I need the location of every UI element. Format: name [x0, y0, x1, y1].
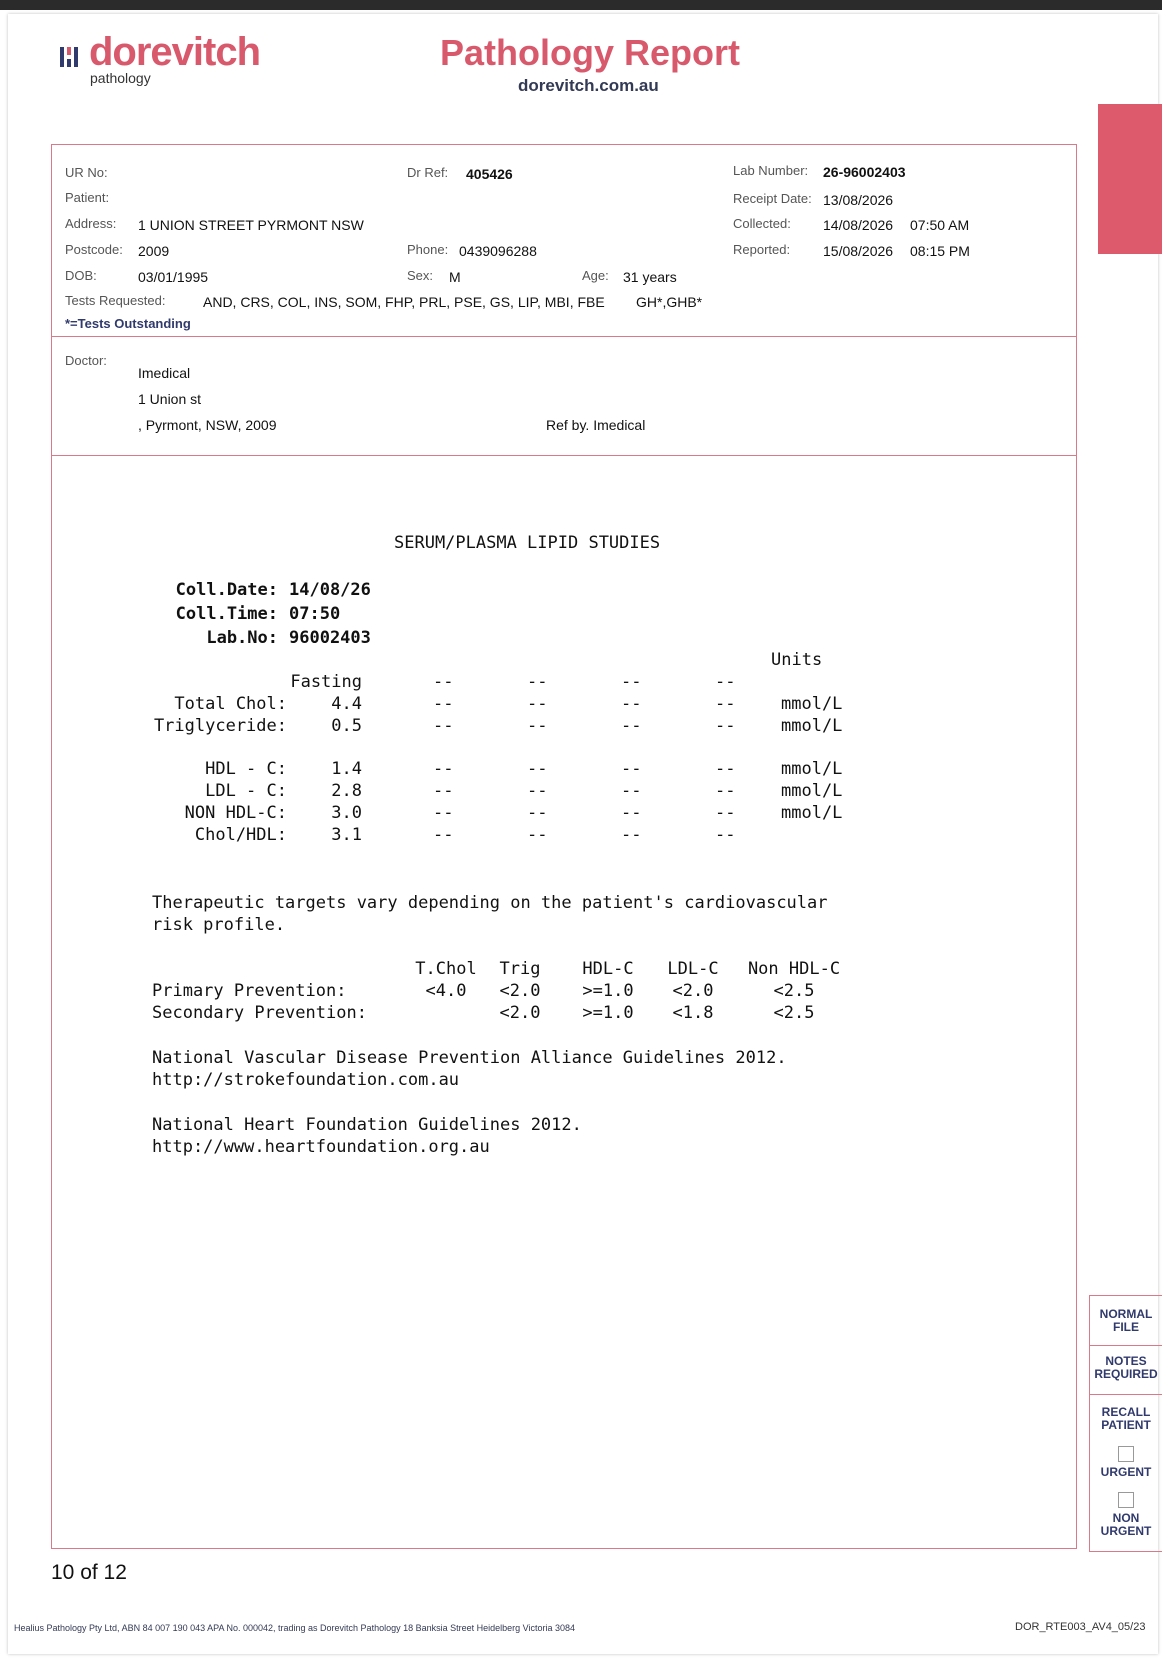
collected-time: 07:50 AM: [910, 217, 970, 233]
previous-result-dash: --: [715, 803, 736, 823]
result-label: Triglyceride:: [153, 716, 287, 736]
recall-label: RECALL: [1101, 1405, 1151, 1419]
previous-result-dash: --: [527, 759, 548, 779]
previous-result-dash: --: [621, 825, 642, 845]
page-number: 10 of 12: [51, 1561, 127, 1584]
previous-result-dash: --: [433, 672, 454, 692]
dr-ref-label: Dr Ref:: [407, 165, 449, 180]
phone-value: 0439096288: [459, 243, 537, 259]
box-divider: [1090, 1345, 1162, 1346]
tests-outstanding-note: *=Tests Outstanding: [65, 316, 191, 331]
units-header: Units: [771, 650, 823, 670]
top-bar: [0, 0, 1162, 10]
receipt-date-label: Receipt Date:: [733, 191, 812, 206]
previous-result-dash: --: [621, 716, 642, 736]
previous-result-dash: --: [621, 759, 642, 779]
result-value: 3.0: [331, 803, 362, 823]
previous-result-dash: --: [433, 716, 454, 736]
lab-no-value: 96002403: [289, 628, 371, 648]
result-label: HDL - C:: [205, 759, 287, 779]
previous-result-dash: --: [715, 781, 736, 801]
postcode-value: 2009: [138, 243, 170, 259]
primary-target: <2.0: [672, 981, 714, 1001]
primary-target: <2.0: [499, 981, 541, 1001]
dorevitch-logo-icon: [60, 47, 82, 67]
non-urgent-box: [1090, 1512, 1162, 1538]
reported-label: Reported:: [733, 242, 791, 257]
logo-subtitle: pathology: [90, 70, 151, 86]
primary-target: <2.5: [773, 981, 815, 1001]
tests-outstanding-value: GH*,GHB*: [636, 294, 703, 310]
target-header: Non HDL-C: [747, 959, 841, 979]
box-divider: [1090, 1394, 1162, 1395]
dob-value: 03/01/1995: [138, 269, 209, 285]
dob-label: DOB:: [65, 268, 97, 283]
previous-result-dash: --: [715, 672, 736, 692]
side-tab: [1098, 104, 1162, 254]
file-label: FILE: [1113, 1320, 1139, 1334]
collected-label: Collected:: [733, 216, 791, 231]
logo-text: dorevitch: [89, 30, 261, 74]
secondary-target: <1.8: [672, 1003, 714, 1023]
doctor-name: Imedical: [138, 365, 191, 381]
result-label: Chol/HDL:: [194, 825, 287, 845]
lab-number-label: Lab Number:: [733, 163, 809, 178]
recall-patient-box[interactable]: [1090, 1406, 1162, 1432]
previous-result-dash: --: [715, 716, 736, 736]
patient-label-box: PATIENT: [1101, 1418, 1151, 1432]
comment-line-1: Therapeutic targets vary depending on the patient's cardiovascular: [152, 893, 828, 913]
footer-code: DOR_RTE003_AV4_05/23: [1015, 1621, 1146, 1633]
previous-result-dash: --: [621, 672, 642, 692]
normal-label: NORMAL: [1099, 1307, 1153, 1321]
previous-result-dash: --: [527, 781, 548, 801]
report-url: dorevitch.com.au: [518, 76, 659, 95]
result-unit: mmol/L: [781, 803, 843, 823]
secondary-target: >=1.0: [582, 1003, 634, 1023]
target-header: HDL-C: [582, 959, 634, 979]
result-unit: mmol/L: [781, 759, 843, 779]
notes-required-box[interactable]: [1090, 1355, 1162, 1381]
previous-result-dash: --: [433, 825, 454, 845]
age-value: 31 years: [623, 269, 677, 285]
result-value: 3.1: [331, 825, 362, 845]
age-label: Age:: [582, 268, 609, 283]
primary-target: <4.0: [425, 981, 467, 1001]
target-header: Trig: [499, 959, 541, 979]
patient-label: Patient:: [65, 190, 110, 205]
previous-result-dash: --: [715, 759, 736, 779]
previous-result-dash: --: [433, 803, 454, 823]
previous-result-dash: --: [527, 825, 548, 845]
previous-result-dash: --: [527, 716, 548, 736]
previous-result-dash: --: [715, 825, 736, 845]
result-label: LDL - C:: [205, 781, 287, 801]
coll-date-label: Coll.Date:: [175, 580, 278, 600]
ur-no-label: UR No:: [65, 165, 108, 180]
receipt-date-value: 13/08/2026: [823, 192, 894, 208]
secondary-prevention-label: Secondary Prevention:: [152, 1003, 367, 1023]
reference-1-url[interactable]: http://strokefoundation.com.au: [152, 1070, 460, 1090]
reference-2-title: National Heart Foundation Guidelines 2012.: [152, 1115, 582, 1135]
previous-result-dash: --: [621, 694, 642, 714]
address-label: Address:: [65, 216, 117, 231]
report-title: Pathology Report: [440, 32, 741, 73]
target-header: T.Chol: [415, 959, 477, 979]
result-value: 4.4: [331, 694, 362, 714]
previous-result-dash: --: [433, 781, 454, 801]
previous-result-dash: --: [433, 759, 454, 779]
collected-date: 14/08/2026: [823, 217, 894, 233]
phone-label: Phone:: [407, 242, 449, 257]
primary-prevention-label: Primary Prevention:: [152, 981, 347, 1001]
reference-2-url[interactable]: http://www.heartfoundation.org.au: [152, 1137, 490, 1157]
ref-by: Ref by. Imedical: [546, 417, 646, 433]
reference-1-title: National Vascular Disease Prevention Alliance Guidelines 2012.: [152, 1048, 787, 1068]
result-value: 2.8: [331, 781, 362, 801]
previous-result-dash: --: [527, 694, 548, 714]
comment-line-2: risk profile.: [152, 915, 286, 935]
lab-number-value: 26-96002403: [823, 164, 906, 180]
dr-ref-value: 405426: [466, 166, 513, 182]
postcode-label: Postcode:: [65, 242, 123, 257]
sex-label: Sex:: [407, 268, 434, 283]
previous-result-dash: --: [621, 781, 642, 801]
urgent-checkbox[interactable]: [1118, 1446, 1134, 1462]
result-unit: mmol/L: [781, 716, 843, 736]
status-boxes: [1089, 1295, 1162, 1552]
tests-requested-label: Tests Requested:: [65, 293, 166, 308]
normal-file-box[interactable]: [1090, 1308, 1162, 1334]
sex-value: M: [449, 269, 461, 285]
required-label: REQUIRED: [1094, 1367, 1158, 1381]
non-label: NON: [1112, 1511, 1140, 1525]
urgent-label-2: URGENT: [1100, 1524, 1152, 1538]
secondary-target: <2.5: [773, 1003, 815, 1023]
lab-no-label: Lab.No:: [206, 628, 278, 648]
primary-target: >=1.0: [582, 981, 634, 1001]
reported-time: 08:15 PM: [910, 243, 970, 259]
footer-company: Healius Pathology Pty Ltd, ABN 84 007 190 043 APA No. 000042, trading as Dorevitch Pathology 18 Banksia Street Heidelberg Victoria 3084: [14, 1623, 576, 1633]
urgent-label: URGENT: [1100, 1465, 1152, 1479]
coll-date-value: 14/08/26: [289, 580, 371, 600]
previous-result-dash: --: [621, 803, 642, 823]
section-heading: SERUM/PLASMA LIPID STUDIES: [394, 533, 661, 553]
previous-result-dash: --: [433, 694, 454, 714]
result-unit: mmol/L: [781, 781, 843, 801]
result-label: Total Chol:: [174, 694, 287, 714]
coll-time-value: 07:50: [289, 604, 341, 624]
non-urgent-checkbox[interactable]: [1118, 1492, 1134, 1508]
previous-result-dash: --: [715, 694, 736, 714]
result-value: 0.5: [331, 716, 362, 736]
doctor-address-line2: , Pyrmont, NSW, 2009: [138, 417, 277, 433]
reported-date: 15/08/2026: [823, 243, 894, 259]
result-value: 1.4: [331, 759, 362, 779]
result-label: NON HDL-C:: [184, 803, 287, 823]
coll-time-label: Coll.Time:: [175, 604, 278, 624]
address-value: 1 UNION STREET PYRMONT NSW: [138, 217, 364, 233]
target-header: LDL-C: [667, 959, 719, 979]
tests-requested-value: AND, CRS, COL, INS, SOM, FHP, PRL, PSE, GS, LIP, MBI, FBE: [203, 294, 605, 310]
doctor-address-line1: 1 Union st: [138, 391, 202, 407]
notes-label: NOTES: [1105, 1354, 1147, 1368]
previous-result-dash: --: [527, 672, 548, 692]
doctor-label: Doctor:: [65, 353, 107, 368]
previous-result-dash: --: [527, 803, 548, 823]
secondary-target: <2.0: [499, 1003, 541, 1023]
fasting-header: Fasting: [290, 672, 362, 692]
result-unit: mmol/L: [781, 694, 843, 714]
doctor-panel: [51, 335, 1077, 456]
